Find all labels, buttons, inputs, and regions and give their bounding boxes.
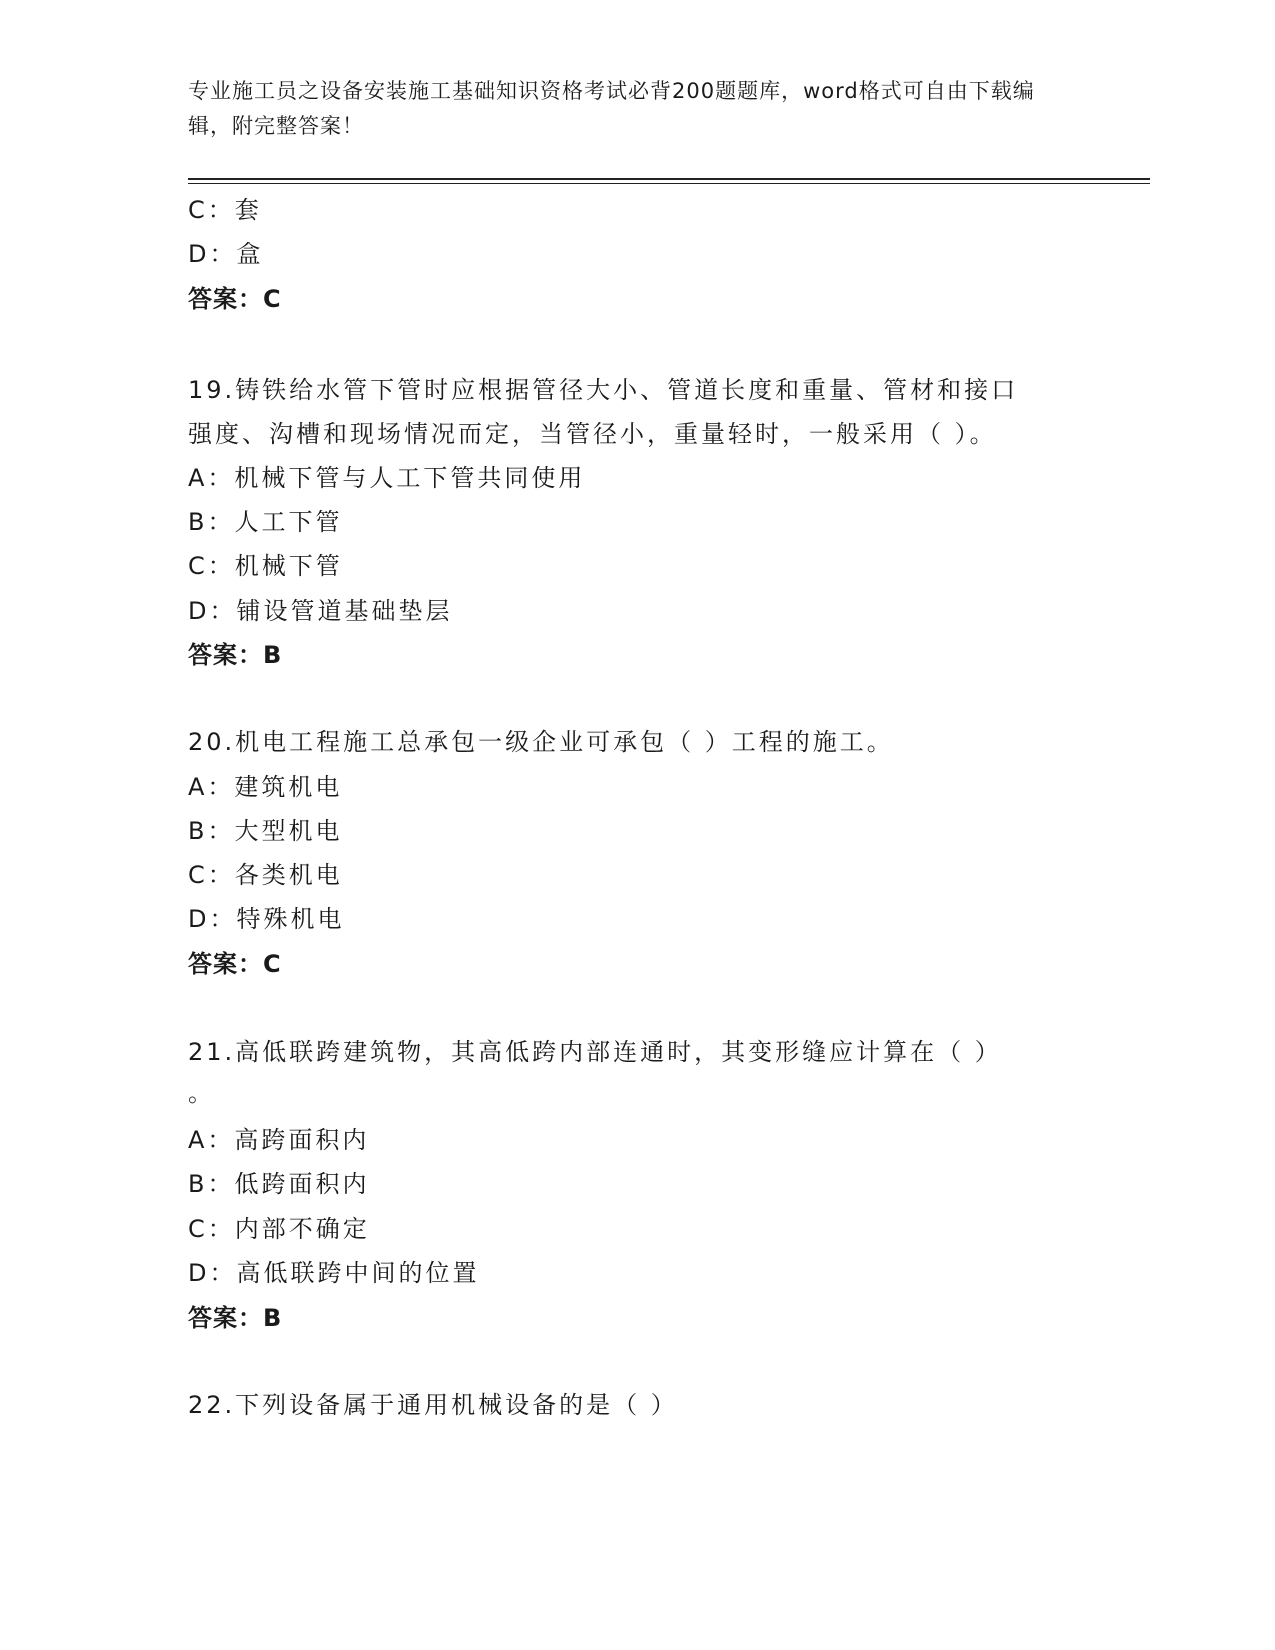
q19-answer: 答案：B <box>188 641 283 669</box>
q21-option-c: C：内部不确定 <box>188 1215 370 1243</box>
q20-option-a: A：建筑机电 <box>188 773 343 801</box>
document-header: 专业施工员之设备安装施工基础知识资格考试必背200题题库，word格式可自由下载编辑，附完整答案！ <box>188 79 1035 138</box>
q20-stem: 20.机电工程施工总承包一级企业可承包（ ）工程的施工。 <box>188 728 894 756</box>
q18-option-c: C：套 <box>188 196 262 224</box>
q19-option-d: D：铺设管道基础垫层 <box>188 597 453 625</box>
q18-option-d: D：盒 <box>188 240 264 268</box>
q19-option-b: B：人工下管 <box>188 508 343 536</box>
q20-option-b: B：大型机电 <box>188 817 343 845</box>
q21-answer: 答案：B <box>188 1304 283 1332</box>
q18-answer: 答案：C <box>188 285 282 313</box>
q19-option-a: A：机械下管与人工下管共同使用 <box>188 464 586 492</box>
q19-stem-line1: 19.铸铁给水管下管时应根据管径大小、管道长度和重量、管材和接口 <box>188 376 1019 404</box>
q20-option-c: C：各类机电 <box>188 861 343 889</box>
q19-option-c: C：机械下管 <box>188 552 343 580</box>
header-divider-thick <box>188 178 1150 180</box>
q21-option-a: A：高跨面积内 <box>188 1126 370 1154</box>
q21-option-b: B：低跨面积内 <box>188 1170 370 1198</box>
q21-option-d: D：高低联跨中间的位置 <box>188 1259 480 1287</box>
q20-answer: 答案：C <box>188 950 282 978</box>
q22-stem: 22.下列设备属于通用机械设备的是（ ） <box>188 1391 678 1419</box>
q19-stem-line2: 强度、沟槽和现场情况而定，当管径小，重量轻时，一般采用（ ）。 <box>188 420 997 448</box>
q20-option-d: D：特殊机电 <box>188 905 345 933</box>
header-divider-thin <box>188 183 1150 184</box>
q21-stem-line1: 21.高低联跨建筑物，其高低跨内部连通时，其变形缝应计算在（ ） <box>188 1038 1002 1066</box>
q21-stem-line2: 。 <box>188 1079 215 1107</box>
